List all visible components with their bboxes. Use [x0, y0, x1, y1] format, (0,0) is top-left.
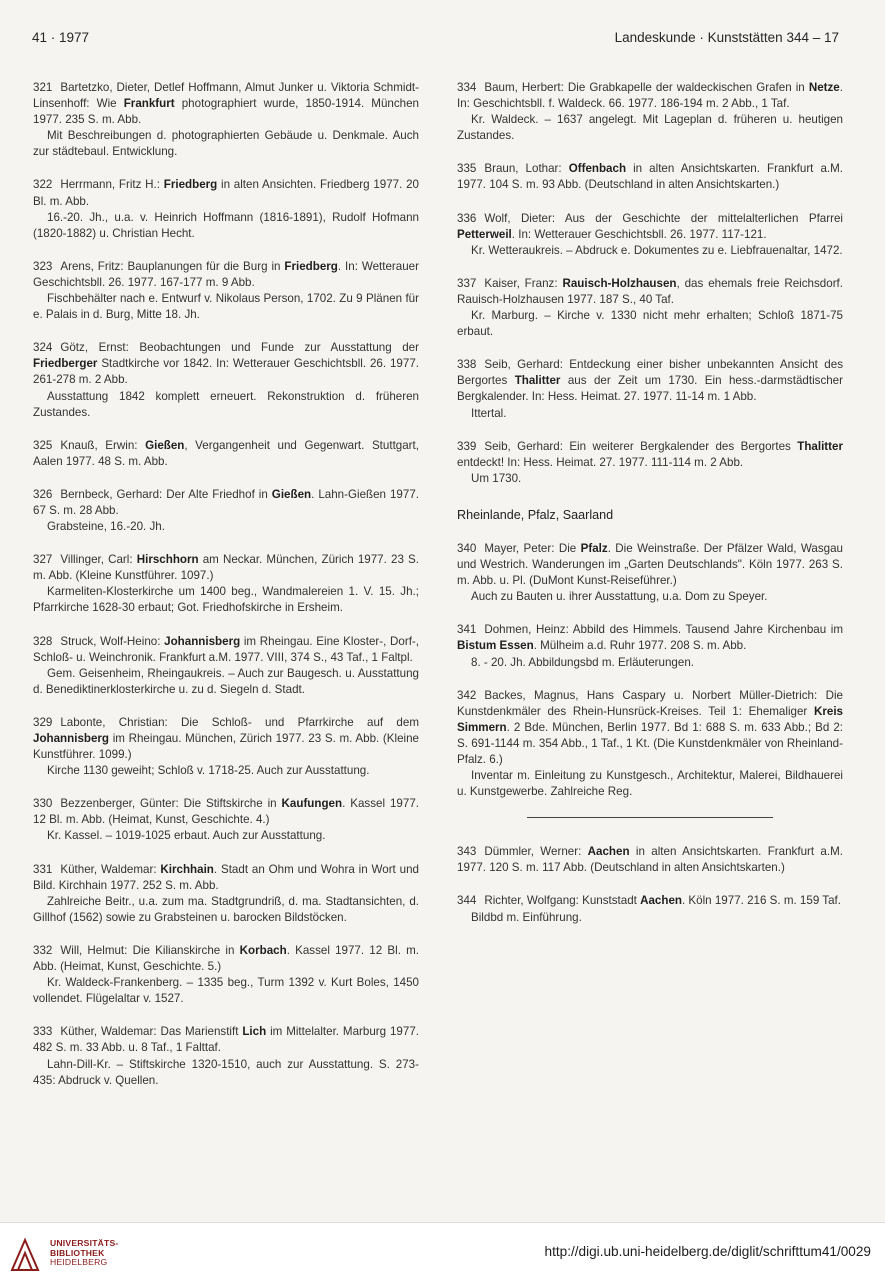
entry-text-post: , das ehemals freie Reichsdorf. Rauisch-Holzhausen 1977. 187 S., 40 Taf. — [457, 276, 844, 306]
bibliography-entry — [457, 622, 843, 670]
entry-annotation: 16.-20. Jh., u.a. v. Heinrich Hoffmann (1816-1891), Rudolf Hofmann (1820-1882) u. Christian Hecht. — [33, 210, 419, 240]
entry-number: 323 — [33, 259, 53, 273]
entry-number: 324 — [33, 341, 53, 355]
entry-citation — [33, 796, 419, 828]
logo-line-2: BIBLIOTHEK — [50, 1247, 105, 1258]
entry-citation — [33, 438, 419, 470]
entry-number: 322 — [33, 178, 53, 192]
entry-text-post: im Rheingau. Eine Kloster-, Dorf-, Schloß- u. Weinchronik. Frankfurt a.M. 1977. VIII, 374 S., 43 Taf., 1 Faltpl. — [33, 634, 419, 664]
entry-number: 336 — [457, 211, 477, 225]
bibliography-entry — [33, 552, 419, 616]
entry-text-post: . Stadt an Ohm und Wohra in Wort und Bild. Kirchhain 1977. 252 S. m. Abb. — [33, 862, 419, 892]
entry-number: 341 — [457, 623, 477, 637]
page-header — [32, 30, 839, 50]
entry-text-pre: Küther, Waldemar: Das Marienstift — [60, 1025, 243, 1039]
entry-text-pre: Villinger, Carl: — [60, 553, 137, 567]
footer-bar — [0, 1222, 885, 1282]
entry-text-pre: Bernbeck, Gerhard: Der Alte Friedhof in — [60, 487, 272, 501]
bibliography-entry — [457, 439, 843, 487]
entry-text-post: , Vergangenheit und Gegenwart. Stuttgart, Aalen 1977. 48 S. m. Abb. — [33, 438, 419, 468]
entry-annotation: Lahn-Dill-Kr. – Stiftskirche 1320-1510, auch zur Ausstattung. S. 273-435: Abdruck v. Quellen. — [33, 1057, 419, 1087]
bibliography-entry — [33, 634, 419, 698]
entry-text-pre: Bezzenberger, Günter: Die Stiftskirche in — [60, 797, 282, 811]
entry-text-pre: Mayer, Peter: Die — [484, 541, 581, 555]
entry-text-post: . In: Geschichtsbll. f. Waldeck. 66. 1977. 186-194 m. 2 Abb., 1 Taf. — [457, 81, 843, 111]
entry-number: 329 — [33, 715, 53, 729]
entry-citation — [457, 80, 843, 112]
bibliography-entry — [33, 80, 419, 160]
bibliography-entry — [33, 943, 419, 1007]
entry-keyword: Lich — [242, 1025, 267, 1039]
bibliography-entry — [457, 80, 843, 144]
entry-text-post: . Kassel 1977. 12 Bl. m. Abb. (Heimat, Kunst, Geschichte. 5.) — [33, 943, 419, 974]
entry-citation — [33, 80, 419, 128]
entry-annotation: Kr. Kassel. – 1019-1025 erbaut. Auch zur Ausstattung. — [47, 829, 326, 843]
left-column — [33, 80, 419, 1106]
entry-keyword: Thalitter — [797, 439, 843, 453]
entry-citation — [457, 161, 843, 193]
entry-citation — [33, 862, 419, 894]
entry-number: 344 — [457, 894, 477, 908]
entry-keyword: Frankfurt — [123, 97, 175, 111]
bibliography-entry — [33, 177, 419, 241]
entry-text-post: Stadtkirche vor 1842. In: Wetterauer Geschichtsbll. 26. 1977. 261-278 m. 2 Abb. — [33, 357, 419, 387]
entry-text-post: . Köln 1977. 216 S. m. 159 Taf. — [681, 894, 841, 908]
entry-citation — [457, 622, 843, 654]
entry-text-pre: Arens, Fritz: Bauplanungen für die Burg in — [60, 259, 285, 273]
entry-text-pre: Dümmler, Werner: — [484, 845, 588, 859]
entry-keyword: Friedberg — [163, 178, 218, 192]
entry-citation — [33, 340, 419, 388]
entry-text-pre: Kaiser, Franz: — [484, 276, 563, 290]
entry-keyword: Kirchhain — [160, 862, 214, 876]
entry-keyword: Friedberger — [33, 357, 98, 371]
logo-line-1: UNIVERSITÄTS- — [50, 1238, 119, 1248]
bibliography-entry — [33, 487, 419, 535]
entry-citation — [33, 943, 419, 975]
bibliography-entry — [457, 844, 843, 876]
entry-annotation: Kirche 1130 geweiht; Schloß v. 1718-25. Auch zur Ausstattung. — [47, 764, 370, 778]
entry-text-pre: Braun, Lothar: — [484, 162, 569, 176]
bibliography-entry — [457, 161, 843, 193]
entry-text-pre: Seib, Gerhard: Ein weiterer Bergkalender des Bergortes — [484, 439, 798, 453]
entry-text-pre: Bartetzko, Dieter, Detlef Hoffmann, Almut Junker u. Viktoria Schmidt-Linsenhoff: Wie — [33, 81, 419, 111]
entry-annotation: Mit Beschreibungen d. photographierten Gebäude u. Denkmale. Auch zur städtebaul. Entwicklung. — [33, 129, 419, 159]
entry-keyword: Johannisberg — [164, 634, 241, 648]
entry-annotation: Kr. Waldeck. – 1637 angelegt. Mit Lageplan d. früheren u. heutigen Zustandes. — [457, 113, 843, 143]
entry-text-post: im Rheingau. München, Zürich 1977. 23 S. m. Abb. (Kleine Kunstführer. 1099.) — [33, 732, 419, 762]
entry-number: 342 — [457, 688, 477, 702]
entry-keyword: Gießen — [145, 438, 185, 452]
entry-annotation: Um 1730. — [471, 471, 522, 485]
entry-number: 325 — [33, 438, 53, 452]
entry-citation — [33, 1024, 419, 1056]
entry-annotation: Ittertal. — [471, 406, 507, 420]
entry-keyword: Korbach — [239, 943, 287, 957]
entry-annotation: Bildbd m. Einführung. — [471, 910, 582, 924]
entry-annotation: Auch zu Bauten u. ihrer Ausstattung, u.a. Dom zu Speyer. — [471, 590, 768, 604]
entry-annotation: Gem. Geisenheim, Rheingaukreis. – Auch zur Baugesch. u. Ausstattung d. Benediktinerklosterkirche u. zu d. Siegeln d. Stadt. — [33, 666, 419, 696]
entry-citation — [457, 893, 843, 909]
entry-text-post: entdeckt! In: Hess. Heimat. 27. 1977. 111-114 m. 2 Abb. — [457, 455, 744, 469]
entry-number: 327 — [33, 553, 53, 567]
entry-text-pre: Baum, Herbert: Die Grabkapelle der waldeckischen Grafen in — [484, 81, 809, 94]
entry-annotation: Inventar m. Einleitung zu Kunstgesch., Architektur, Malerei, Bildhauerei u. Kunstgewerbe. Zahlreiche Reg. — [457, 769, 843, 799]
entry-text-post: in alten Ansichtskarten. Frankfurt a.M. 1977. 120 S. m. 117 Abb. (Deutschland in alten Ansichtskarten.) — [457, 845, 843, 875]
entry-keyword: Hirschhorn — [136, 553, 199, 567]
entry-keyword: Johannisberg — [33, 732, 110, 745]
entry-number: 321 — [33, 81, 53, 94]
entry-text-pre: Labonte, Christian: Die Schloß- und Pfarrkirche auf dem — [60, 715, 419, 729]
header-right: Landeskunde · Kunststätten 344 – 17 — [614, 30, 839, 45]
bibliography-entry — [457, 541, 843, 605]
right-column-group-c — [457, 844, 843, 925]
entry-text-pre: Herrmann, Fritz H.: — [60, 178, 164, 192]
entry-number: 332 — [33, 943, 53, 957]
entry-citation — [457, 211, 843, 243]
bibliography-entry — [33, 796, 419, 844]
entry-citation — [33, 715, 419, 763]
entry-keyword: Thalitter — [514, 374, 561, 388]
bibliography-entry — [457, 211, 843, 259]
entry-annotation: Ausstattung 1842 komplett erneuert. Rekonstruktion d. früheren Zustandes. — [33, 389, 419, 419]
entry-keyword: Aachen — [587, 845, 630, 859]
entry-number: 335 — [457, 162, 477, 176]
entry-citation — [457, 844, 843, 876]
right-column — [457, 80, 843, 943]
entry-text-pre: Knauß, Erwin: — [60, 438, 146, 452]
entry-keyword: Netze — [808, 81, 840, 94]
library-logo-text[interactable] — [50, 1239, 119, 1268]
entry-number: 331 — [33, 862, 53, 876]
bibliography-entry — [33, 438, 419, 470]
entry-annotation: Kr. Waldeck-Frankenberg. – 1335 beg., Turm 1392 v. Kurt Boles, 1450 vollendet. Flügelaltar v. 1527. — [33, 976, 419, 1006]
bibliography-entry — [457, 276, 843, 340]
entry-keyword: Offenbach — [568, 162, 627, 176]
entry-text-pre: Struck, Wolf-Heino: — [60, 634, 165, 648]
right-column-group-a — [457, 80, 843, 487]
entry-citation — [33, 634, 419, 666]
entry-citation — [33, 259, 419, 291]
entry-text-pre: Will, Helmut: Die Kilianskirche in — [60, 943, 240, 957]
entry-text-pre: Seib, Gerhard: Entdeckung einer bisher unbekannten Ansicht des Bergortes — [457, 358, 843, 388]
entry-annotation: Zahlreiche Beitr., u.a. zum ma. Stadtgrundriß, d. ma. Stadtansichten, d. Gillhof (1562) sowie zu Grabsteinen u. barocken Bildstöcken. — [33, 894, 419, 924]
entry-keyword: Rauisch-Holzhausen — [562, 276, 677, 290]
entry-text-pre: Küther, Waldemar: — [60, 862, 161, 876]
entry-citation — [33, 177, 419, 209]
bibliography-entry — [33, 259, 419, 323]
source-url-link[interactable]: http://digi.ub.uni-heidelberg.de/diglit/schrifttum41/0029 — [544, 1244, 871, 1259]
entry-annotation: Kr. Marburg. – Kirche v. 1330 nicht mehr erhalten; Schloß 1871-75 erbaut. — [457, 309, 843, 339]
entry-number: 328 — [33, 634, 53, 648]
bibliography-entry — [457, 893, 843, 925]
bibliography-entry — [457, 357, 843, 421]
entry-keyword: Bistum Essen — [457, 639, 534, 653]
bibliography-entry — [33, 715, 419, 779]
entry-keyword: Kaufungen — [281, 797, 343, 811]
entry-keyword: Friedberg — [284, 259, 338, 273]
entry-text-post: . In: Wetterauer Geschichtsbll. 26. 1977. 167-177 m. 9 Abb. — [33, 259, 419, 289]
entry-text-post: . Mülheim a.d. Ruhr 1977. 208 S. m. Abb. — [533, 639, 747, 653]
entry-text-post: . Lahn-Gießen 1977. 67 S. m. 28 Abb. — [33, 487, 419, 517]
entry-citation — [457, 357, 843, 405]
heidelberg-library-logo-icon[interactable] — [9, 1237, 41, 1273]
entry-keyword: Gießen — [271, 487, 312, 501]
entry-text-post: in alten Ansichten. Friedberg 1977. 20 Bl. m. Abb. — [33, 178, 420, 208]
entry-text-pre: Götz, Ernst: Beobachtungen und Funde zur Ausstattung der — [60, 341, 419, 355]
bibliography-entry — [33, 340, 419, 420]
entry-annotation: Fischbehälter nach e. Entwurf v. Nikolaus Person, 1702. Zu 9 Plänen für e. Palais in d. Burg, Mitte 18. Jh. — [33, 292, 419, 322]
entry-citation — [457, 541, 843, 589]
entry-text-post: im Mittelalter. Marburg 1977. 482 S. m. 33 Abb. u. 8 Taf., 1 Falttaf. — [33, 1025, 419, 1055]
entry-number: 337 — [457, 276, 477, 290]
entry-text-pre: Dohmen, Heinz: Abbild des Himmels. Tausend Jahre Kirchenbau im — [484, 623, 843, 637]
entry-text-post: . In: Wetterauer Geschichtsbll. 26. 1977. 117-121. — [511, 227, 767, 241]
entry-number: 343 — [457, 845, 477, 859]
entry-number: 334 — [457, 81, 477, 94]
entry-citation — [33, 552, 419, 584]
entry-text-post: . Die Weinstraße. Der Pfälzer Wald, Wasgau und Westrich. Wanderungen im „Garten Deutschlands". Köln 1977. 263 S. m. Abb. u. Pl. (DuMont Kunst-Reiseführer.) — [457, 541, 843, 588]
entry-number: 338 — [457, 358, 477, 372]
entry-keyword: Pfalz — [580, 541, 608, 555]
entry-text-pre: Backes, Magnus, Hans Caspary u. Norbert Müller-Dietrich: Die Kunstdenkmäler des Rhein-Hunsrück-Kreises. Teil 1: Ehemaliger — [457, 688, 843, 718]
entry-citation — [457, 688, 843, 768]
entry-keyword: Kreis Simmern — [457, 704, 843, 734]
entry-text-pre: Richter, Wolfgang: Kunststadt — [484, 894, 641, 908]
entry-number: 339 — [457, 439, 477, 453]
entry-text-post: aus der Zeit um 1730. Ein hess.-darmstädtischer Bergkalender. In: Hess. Heimat. 27. 1977. 11-14 m. 1 Abb. — [457, 374, 843, 404]
entry-text-post: am Neckar. München, Zürich 1977. 23 S. m. Abb. (Kleine Kunstführer. 1097.) — [33, 553, 419, 583]
right-column-group-b — [457, 541, 843, 800]
section-divider — [527, 817, 773, 818]
entry-text-post: photographiert wurde, 1850-1914. München 1977. 235 S. m. Abb. — [33, 97, 419, 127]
entry-keyword: Aachen — [640, 894, 682, 908]
entry-citation — [457, 276, 843, 308]
section-heading: Rheinlande, Pfalz, Saarland — [457, 507, 614, 522]
bibliography-entry — [33, 862, 419, 926]
entry-text-pre: Wolf, Dieter: Aus der Geschichte der mittelalterlichen Pfarrei — [484, 211, 843, 225]
entry-number: 333 — [33, 1025, 53, 1039]
entry-annotation: Kr. Wetteraukreis. – Abdruck e. Dokumentes zu e. Liebfrauenaltar, 1472. — [471, 243, 843, 257]
header-left: 41 · 1977 — [32, 30, 90, 45]
bibliography-entry — [457, 688, 843, 801]
entry-annotation: Karmeliten-Klosterkirche um 1400 beg., Wandmalereien 1. V. 15. Jh.; Pfarrkirche 1628-30 erbaut; Got. Friedhofskirche in Ersheim. — [33, 585, 419, 615]
bibliography-entry — [33, 1024, 419, 1088]
entry-keyword: Petterweil — [457, 227, 512, 241]
entry-number: 340 — [457, 541, 477, 555]
entry-text-post: . 2 Bde. München, Berlin 1977. Bd 1: 688 S. m. 633 Abb.; Bd 2: S. 691-1144 m. 354 Abb., 1 Taf., 1 Kt. (Die Kunstdenkmäler von Rheinland-Pfalz. 6.) — [457, 720, 843, 766]
entry-citation — [457, 439, 843, 471]
entry-number: 330 — [33, 797, 53, 811]
logo-line-3: HEIDELBERG — [50, 1257, 108, 1268]
entry-number: 326 — [33, 487, 53, 501]
entry-text-post: . Kassel 1977. 12 Bl. m. Abb. (Heimat, Kunst, Geschichte. 4.) — [33, 797, 419, 827]
entry-citation — [33, 487, 419, 519]
entry-annotation: Grabsteine, 16.-20. Jh. — [47, 520, 165, 534]
entry-text-post: in alten Ansichtskarten. Frankfurt a.M. 1977. 104 S. m. 93 Abb. (Deutschland in alten Ansichtskarten.) — [457, 162, 844, 192]
entry-annotation: 8. - 20. Jh. Abbildungsbd m. Erläuterungen. — [471, 655, 694, 669]
